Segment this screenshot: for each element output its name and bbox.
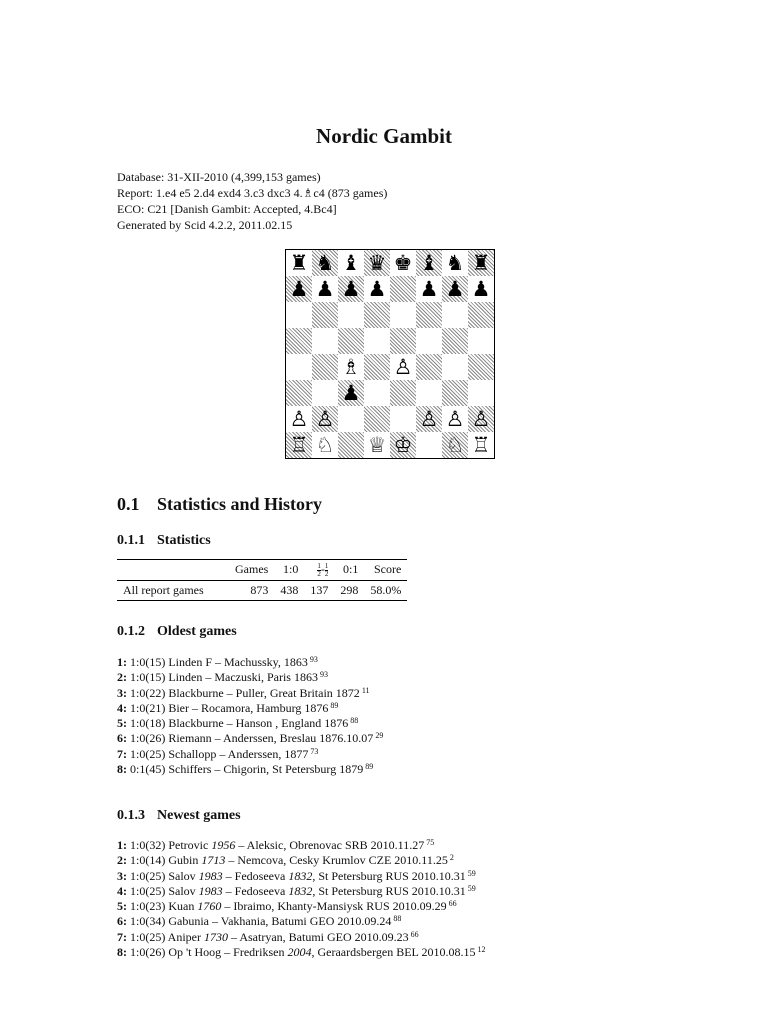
game-text: 1:0(25) Aniper: [130, 929, 204, 944]
header-draw: $\frac{1}{2}$ - $\frac{1}{2}$: [317, 561, 329, 578]
board-square: [364, 302, 390, 328]
list-item: [117, 747, 383, 762]
board-square: [338, 328, 364, 354]
board-square: [364, 406, 390, 432]
section-number: 0.1.2: [117, 624, 145, 639]
list-item: [117, 869, 485, 884]
footnote: 66: [410, 929, 419, 939]
chess-piece-icon: ♔: [393, 433, 413, 457]
board-square: [390, 250, 416, 276]
footnote: 11: [361, 685, 370, 695]
board-square: [364, 276, 390, 302]
cell-games: 873: [250, 582, 269, 597]
game-text: 1:0(32) Petrovic: [130, 838, 212, 852]
footnote: 29: [375, 731, 384, 741]
board-square: [338, 406, 364, 432]
game-text: 1:0(26) Riemann – Anderssen, Breslau 1876.10.07: [130, 731, 374, 746]
board-square: [338, 354, 364, 380]
chess-piece-icon: ♘: [315, 433, 335, 457]
header-games: Games: [235, 562, 269, 577]
chess-piece-icon: ♟: [471, 277, 491, 301]
database-line: Database: 31-XII-2010 (4,399,153 games): [117, 170, 321, 184]
board-square: [338, 276, 364, 302]
list-item: [117, 945, 485, 960]
list-item: [117, 914, 485, 929]
game-text: 1:0(25) Schallopp – Anderssen, 1877: [130, 746, 309, 761]
game-text: 1:0(25) Salov: [130, 868, 199, 883]
list-item: [117, 686, 383, 701]
chess-piece-icon: ♟: [341, 277, 361, 301]
footnote: 88: [393, 914, 402, 924]
board-square: [338, 380, 364, 406]
board-square: [364, 328, 390, 354]
item-number: 4:: [117, 700, 127, 715]
chess-board-diagram: [285, 249, 495, 459]
footnote: 89: [365, 762, 374, 772]
game-text: 1:0(23) Kuan: [130, 899, 198, 914]
board-square: [390, 380, 416, 406]
list-item: [117, 838, 485, 853]
board-square: [364, 250, 390, 276]
rating: 1760: [197, 899, 222, 914]
game-text: 1:0(14) Gubin: [130, 853, 202, 868]
document-title: Nordic Gambit: [316, 124, 452, 148]
table-header-row: [117, 560, 407, 581]
board-square: [312, 432, 338, 458]
footnote: 73: [310, 746, 319, 756]
footnote: 88: [350, 716, 359, 726]
board-square: [312, 354, 338, 380]
board-square: [468, 380, 494, 406]
header-label: [117, 560, 229, 581]
chess-piece-icon: ♙: [471, 407, 491, 431]
rating: 1832: [288, 883, 313, 898]
game-text: 0:1(45) Schiffers – Chigorin, St Petersburg 1879: [130, 762, 364, 777]
cell-loss: 298: [340, 582, 359, 597]
board-square: [442, 250, 468, 276]
item-number: 7:: [117, 746, 127, 761]
cell-draw: 137: [310, 582, 329, 597]
game-text: – Fedoseeva: [222, 868, 289, 883]
item-number: 3:: [117, 868, 127, 883]
board-square: [390, 354, 416, 380]
generated-line: Generated by Scid 4.2.2, 2011.02.15: [117, 218, 293, 232]
chess-piece-icon: ♟: [367, 277, 387, 301]
chess-piece-icon: ♖: [471, 433, 491, 457]
section-heading-statistics-history: [117, 494, 322, 515]
subsection-heading-newest-games: [117, 808, 241, 824]
section-number: 0.1: [117, 494, 140, 514]
board-square: [286, 328, 312, 354]
rating: 1713: [201, 853, 226, 868]
item-number: 1:: [117, 838, 127, 852]
item-number: 8:: [117, 945, 127, 960]
chess-piece-icon: ♝: [341, 251, 361, 275]
row-label: All report games: [123, 582, 204, 597]
item-number: 4:: [117, 883, 127, 898]
item-number: 8:: [117, 762, 127, 777]
header-win: 1:0: [282, 562, 299, 577]
chess-piece-icon: ♙: [289, 407, 309, 431]
game-text: , St Petersburg RUS 2010.10.31: [312, 883, 466, 898]
section-title: Newest games: [157, 808, 241, 823]
report-metadata: [117, 169, 387, 233]
chess-piece-icon: ♗: [341, 355, 361, 379]
board-square: [338, 432, 364, 458]
game-text: – Fedoseeva: [222, 883, 289, 898]
chess-piece-icon: ♖: [289, 433, 309, 457]
chess-piece-icon: ♙: [419, 407, 439, 431]
board-square: [390, 328, 416, 354]
board-square: [416, 250, 442, 276]
board-square: [312, 380, 338, 406]
header-loss: 0:1: [342, 562, 359, 577]
board-square: [416, 328, 442, 354]
list-item: [117, 853, 485, 868]
list-item: [117, 930, 485, 945]
footnote: 75: [426, 838, 435, 847]
section-title: Statistics and History: [157, 494, 323, 514]
rating: 1983: [198, 868, 223, 883]
board-square: [286, 432, 312, 458]
rating: 1956: [211, 838, 236, 852]
board-square: [416, 276, 442, 302]
game-text: 1:0(34) Gabunia – Vakhania, Batumi GEO 2010.09.24: [130, 914, 392, 929]
item-number: 3:: [117, 685, 127, 700]
list-item: [117, 655, 383, 670]
board-square: [416, 380, 442, 406]
section-number: 0.1.1: [117, 533, 145, 548]
rating: 1983: [198, 883, 223, 898]
board-square: [390, 432, 416, 458]
game-text: 1:0(15) Linden – Maczuski, Paris 1863: [130, 670, 318, 685]
board-square: [468, 406, 494, 432]
footnote: 59: [467, 883, 476, 893]
table-row: [117, 580, 407, 600]
chess-piece-icon: ♞: [445, 251, 465, 275]
board-square: [468, 276, 494, 302]
board-square: [442, 328, 468, 354]
board-square: [468, 302, 494, 328]
chess-piece-icon: ♙: [393, 355, 413, 379]
game-text: – Aleksic, Obrenovac SRB 2010.11.27: [235, 838, 425, 852]
board-square: [338, 250, 364, 276]
board-square: [312, 302, 338, 328]
chess-piece-icon: ♕: [367, 433, 387, 457]
footnote: 2: [449, 853, 454, 863]
board-square: [286, 276, 312, 302]
chess-piece-icon: ♟: [289, 277, 309, 301]
item-number: 6:: [117, 914, 127, 929]
report-line: Report: 1.e4 e5 2.d4 exd4 3.c3 dxc3 4.♗c4 (873 games): [117, 186, 388, 200]
draw-fraction: $\frac{1}{2}$: [324, 561, 329, 578]
item-number: 7:: [117, 929, 127, 944]
game-text: – Nemcova, Cesky Krumlov CZE 2010.11.25: [225, 853, 448, 868]
subsection-heading-statistics: [117, 533, 211, 549]
board-square: [286, 380, 312, 406]
oldest-games-list: [117, 655, 383, 777]
board-square: [416, 432, 442, 458]
list-item: [117, 731, 383, 746]
eco-line: ECO: C21 [Danish Gambit: Accepted, 4.Bc4]: [117, 202, 337, 216]
board-square: [442, 406, 468, 432]
board-square: [390, 406, 416, 432]
board-square: [286, 354, 312, 380]
list-item: [117, 670, 383, 685]
board-square: [286, 250, 312, 276]
list-item: [117, 716, 383, 731]
game-text: 1:0(22) Blackburne – Puller, Great Britain 1872: [130, 685, 360, 700]
game-text: 1:0(15) Linden F – Machussky, 1863: [130, 655, 308, 669]
board-square: [338, 302, 364, 328]
game-text: , Geraardsbergen BEL 2010.08.15: [311, 945, 476, 960]
board-square: [312, 276, 338, 302]
cell-win: 438: [280, 582, 299, 597]
board-square: [468, 250, 494, 276]
chess-piece-icon: ♙: [445, 407, 465, 431]
rating: 1730: [204, 929, 228, 944]
chess-piece-icon: ♛: [367, 251, 387, 275]
board-square: [390, 276, 416, 302]
list-item: [117, 899, 485, 914]
item-number: 2:: [117, 853, 127, 868]
draw-fraction: $\frac{1}{2}$: [317, 561, 321, 578]
board-square: [468, 432, 494, 458]
board-square: [442, 302, 468, 328]
list-item: [117, 884, 485, 899]
chess-piece-icon: ♚: [393, 251, 413, 275]
list-item: [117, 701, 383, 716]
footnote: 89: [330, 700, 339, 710]
board-square: [468, 328, 494, 354]
board-square: [442, 380, 468, 406]
chess-piece-icon: ♜: [471, 251, 491, 275]
item-number: 6:: [117, 731, 127, 746]
chess-piece-icon: ♘: [445, 433, 465, 457]
game-text: – Ibraimo, Khanty-Mansiysk RUS 2010.09.29: [221, 899, 447, 914]
newest-games-list: [117, 838, 485, 960]
footnote: 93: [319, 670, 328, 680]
board-square: [442, 276, 468, 302]
board-square: [442, 354, 468, 380]
chess-piece-icon: ♙: [315, 407, 335, 431]
board-square: [416, 302, 442, 328]
subsection-heading-oldest-games: [117, 624, 237, 640]
chess-piece-icon: ♟: [315, 277, 335, 301]
footnote: 93: [309, 655, 318, 664]
game-text: 1:0(21) Bier – Rocamora, Hamburg 1876: [130, 700, 329, 715]
game-text: 1:0(25) Salov: [130, 883, 199, 898]
board-square: [286, 302, 312, 328]
board-square: [364, 354, 390, 380]
chess-piece-icon: ♟: [341, 381, 361, 405]
game-text: , St Petersburg RUS 2010.10.31: [312, 868, 466, 883]
board-square: [312, 406, 338, 432]
chess-piece-icon: ♟: [419, 277, 439, 301]
item-number: 1:: [117, 655, 127, 669]
list-item: [117, 762, 383, 777]
board-square: [416, 406, 442, 432]
item-number: 2:: [117, 670, 127, 685]
footnote: 12: [477, 945, 486, 955]
cell-score: 58.0%: [370, 582, 402, 597]
board-square: [390, 302, 416, 328]
section-number: 0.1.3: [117, 808, 145, 823]
chess-piece-icon: ♝: [419, 251, 439, 275]
board-square: [286, 406, 312, 432]
item-number: 5:: [117, 716, 127, 731]
rating: 2004: [287, 945, 312, 960]
board-square: [364, 432, 390, 458]
board-square: [442, 432, 468, 458]
item-number: 5:: [117, 899, 127, 914]
board-square: [312, 328, 338, 354]
statistics-table: [117, 559, 407, 601]
chess-piece-icon: ♟: [445, 277, 465, 301]
game-text: 1:0(18) Blackburne – Hanson , England 1876: [130, 716, 349, 731]
game-text: – Asatryan, Batumi GEO 2010.09.23: [228, 929, 409, 944]
board-square: [312, 250, 338, 276]
footnote: 66: [448, 899, 457, 909]
footnote: 59: [467, 868, 476, 878]
header-score: Score: [374, 562, 402, 577]
chess-piece-icon: ♞: [315, 251, 335, 275]
board-square: [416, 354, 442, 380]
board-square: [468, 354, 494, 380]
rating: 1832: [288, 868, 313, 883]
chess-piece-icon: ♜: [289, 251, 309, 275]
game-text: 1:0(26) Op 't Hoog – Fredriksen: [130, 945, 288, 960]
section-title: Oldest games: [157, 624, 237, 639]
board-square: [364, 380, 390, 406]
section-title: Statistics: [157, 533, 211, 548]
